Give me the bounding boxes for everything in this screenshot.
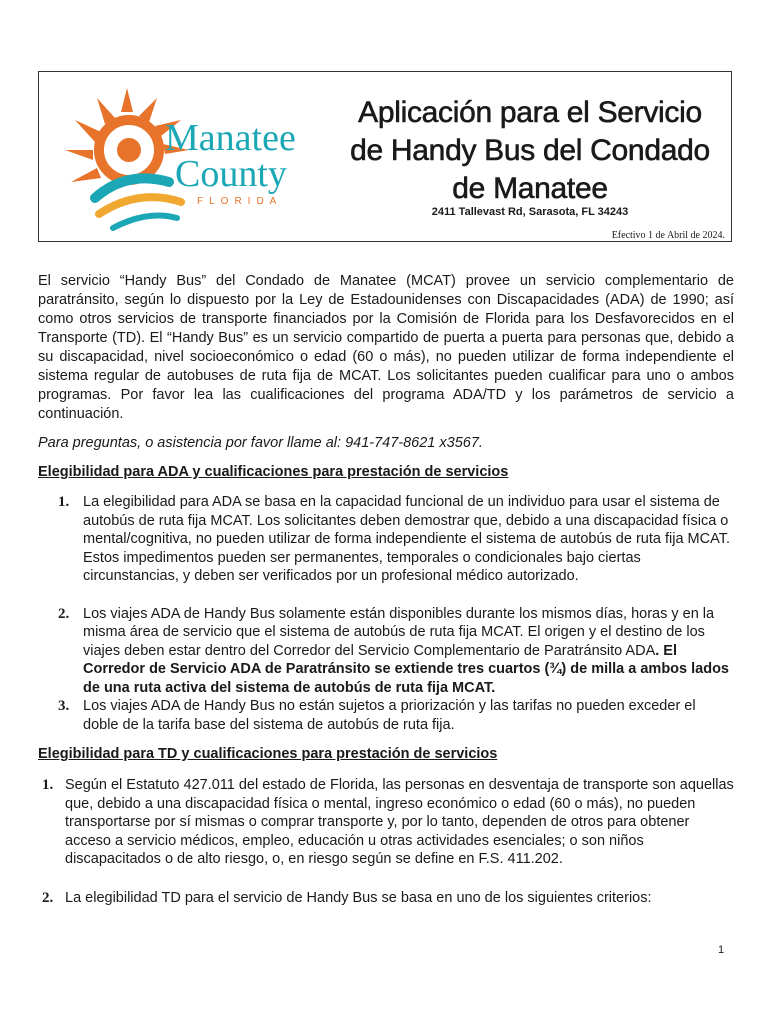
logo-line1: Manatee: [165, 117, 296, 159]
intro-paragraph: El servicio “Handy Bus” del Condado de Manatee (MCAT) provee un servicio complementario de paratránsito, según lo dispuesto por la Ley de Estadounidenses con Discapacidades (ADA) de 1990; así como otros servicios de transporte financiados por la Comisión de Florida para los Desfavorecidos en el Transporte (TD). El “Handy Bus” es un servicio compartido de puerta a puerta para personas que, debido a su discapacidad, nivel socioeconómico o edad (60 o más), no pueden utilizar de forma independiente el sistema regular de autobuses de ruta fija de MCAT. Los solicitantes pueden cualificar para uno o ambos programas. Por favor lea las cualificaciones del programa ADA/TD y los parámetros de servicio a continuación.: [38, 273, 734, 422]
effective-date: Efectivo 1 de Abril de 2024.: [611, 230, 725, 241]
item-number: 2.: [42, 889, 54, 906]
item-text: La elegibilidad TD para el servicio de Handy Bus se basa en uno de los siguientes criterios:: [65, 889, 652, 906]
ada-list: [38, 493, 734, 734]
list-item: [38, 605, 734, 698]
item-text: Los viajes ADA de Handy Bus no están sujetos a priorización y las tarifas no pueden exceder el doble de la tarifa base del sistema de autobús de ruta fija.: [83, 698, 696, 733]
item-text: La elegibilidad para ADA se basa en la capacidad funcional de un individuo para usar el sistema de autobús de ruta fija MCAT. Los solicitantes deben demostrar que, debido a una discapacidad física o mental/cognitiva, no pueden utilizar de forma independiente el sistema de autobús de ruta fija MCAT. Estos impedimentos pueden ser permanentes, temporales o condicionales bajo ciertas circunstancias, y deben ser verificados por un profesional médico autorizado.: [83, 494, 730, 584]
list-item: [38, 889, 734, 908]
item-text: Según el Estatuto 427.011 del estado de Florida, las personas en desventaja de transporte son aquellas que, debido a una discapacidad física o mental, ingreso económico o edad (60 o más), no pueden transportarse por sí mismas o comprar transporte y, por lo tanto, dependen de otros para obtener acceso a servicio médicos, empleo, educación u otras actividades esenciales; o son niños discapacitados o de alto riesgo, o, en riesgo según se define en F.S. 411.202.: [65, 777, 734, 867]
page-title: Aplicación para el Servicio de Handy Bus del Condado de Manatee: [350, 96, 710, 205]
manatee-county-logo: [57, 78, 327, 238]
item-number: 1.: [42, 777, 54, 793]
item-number: 3.: [58, 698, 70, 714]
logo-line3: FLORIDA: [197, 196, 283, 207]
list-item: [38, 493, 734, 586]
document-body: [38, 272, 734, 907]
header-box: [38, 71, 732, 242]
td-list: [38, 776, 734, 907]
waves-icon: [95, 178, 181, 228]
item-text: Los viajes ADA de Handy Bus solamente están disponibles durante los mismos días, horas y en la misma área de servicio que el sistema de autobús de ruta fija MCAT. El origen y el destino de los viajes deben estar dentro del Corredor del Servicio Complementario de Paratránsito ADA: [83, 605, 715, 659]
item-number: 1.: [58, 494, 70, 510]
item-number: 2.: [58, 605, 70, 622]
list-item: [38, 776, 734, 869]
td-heading: Elegibilidad para TD y cualificaciones para prestación de servicios: [38, 746, 498, 762]
list-item: [38, 697, 734, 734]
address: 2411 Tallevast Rd, Sarasota, FL 34243: [431, 206, 629, 218]
contact-line: Para preguntas, o asistencia por favor llame al: 941-747-8621 x3567.: [38, 435, 483, 451]
item-bold-text: . El Corredor de Servicio ADA de Paratránsito se extiende tres cuartos (¾) de milla a ambos lados de una ruta activa del sistema de autobús de ruta fija MCAT.: [83, 642, 730, 696]
page-number: 1: [718, 944, 725, 956]
ada-heading: Elegibilidad para ADA y cualificaciones para prestación de servicios: [38, 464, 509, 480]
logo-line2: County: [175, 153, 287, 195]
